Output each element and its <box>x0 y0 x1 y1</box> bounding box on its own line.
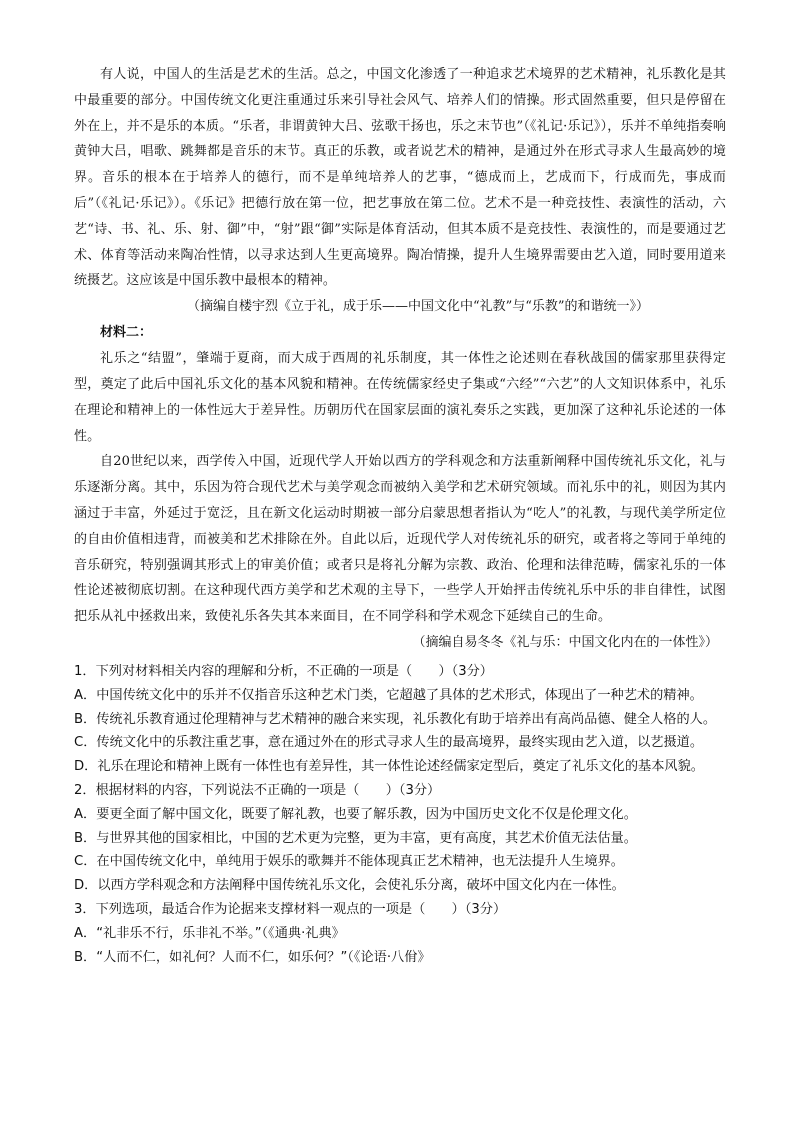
option-b: B．传统礼乐教育通过伦理精神与艺术精神的融合来实现，礼乐教化有助于培养出有高尚品德、健全人格的人。 <box>74 711 717 727</box>
question-1 <box>74 660 724 779</box>
option-c: C．传统文化中的乐教注重艺事，意在通过外在的形式寻求人生的最高境界，最终实现由艺入道，以艺摄道。 <box>74 735 704 751</box>
question-stem: 1．下列对材料相关内容的理解和分析，不正确的一项是（ ）（3分） <box>74 664 493 679</box>
material-two-paragraph-1: 礼乐之“结盟”，肇端于夏商，而大成于西周的礼乐制度，其一体性之论述则在春秋战国的儒家那里获得定型，奠定了此后中国礼乐文化的基本风貌和精神。在传统儒家经史子集或“六经”“六艺”的人文知识体系中，礼乐在理论和精神上的一体性远大于差异性。历朝历代在国家层面的演礼奏乐之实践，更加深了这种礼乐论述的一体性。 <box>74 351 726 444</box>
question-stem: 2．根据材料的内容，下列说法不正确的一项是（ ）（3分） <box>74 782 441 798</box>
option-a: A．“礼非乐不行，乐非礼不举。”（《通典·礼典》 <box>74 925 345 941</box>
option-a: A．中国传统文化中的乐并不仅指音乐这种艺术门类，它超越了具体的艺术形式，体现出了一种艺术的精神。 <box>74 687 703 703</box>
material-two-source: （摘编自易冬冬《礼与乐：中国文化内在的一体性》） <box>412 634 718 650</box>
question-3 <box>74 898 724 969</box>
option-d: D．以西方学科观念和方法阐释中国传统礼乐文化，会使礼乐分离，破坏中国文化内在一体性。 <box>74 878 625 894</box>
question-2 <box>74 779 724 898</box>
material-one <box>74 62 726 656</box>
material-one-source: （摘编自楼宇烈《立于礼，成于乐——中国文化中“礼教”与“乐教”的和谐统一》） <box>186 299 650 315</box>
material-two-paragraph-2: 自20世纪以来，西学传入中国，近现代学人开始以西方的学科观念和方法重新阐释中国传统礼乐文化，礼与乐逐渐分离。其中，乐因为符合现代艺术与美学观念而被纳入美学和艺术研究领域。而礼乐中的礼，则因为其内涵过于丰富，外延过于宽泛，且在新文化运动时期被一部分启蒙思想者指认为“吃人”的礼教，与现代美学所定位的自由价值相违背，而被美和艺术排除在外。自此以后，近现代学人对传统礼乐的研究，或者将之等同于单纯的音乐研究，特别强调其形式上的审美价值；或者只是将礼分解为宗教、政治、伦理和法律范畴，儒家礼乐的一体性论述被彻底切割。在这种现代西方美学和艺术观的主导下，一些学人开始抨击传统礼乐中乐的非自律性，试图把乐从礼中拯救出来，致使礼乐各失其本来面目，在不同学科和学术观念下延续自己的生命。 <box>74 454 726 625</box>
option-b: B．与世界其他的国家相比，中国的艺术更为完整，更为丰富，更有高度，其艺术价值无法估量。 <box>74 830 637 846</box>
option-d: D．礼乐在理论和精神上既有一体性也有差异性，其一体性论述经儒家定型后，奠定了礼乐文化的基本风貌。 <box>74 759 704 775</box>
material-one-paragraph: 有人说，中国人的生活是艺术的生活。总之，中国文化渗透了一种追求艺术境界的艺术精神，礼乐教化是其中最重要的部分。中国传统文化更注重通过乐来引导社会风气、培养人们的情操。形式固然重要，但只是停留在外在上，并不是乐的本质。“乐者，非谓黄钟大吕、弦歌干扬也，乐之末节也”（《礼记·乐记》），乐并不单纯指奏响黄钟大吕，唱歌、跳舞都是音乐的末节。真正的乐教，或者说艺术的精神，是通过外在形式寻求人生最高妙的境界。音乐的根本在于培养人的德行，而不是单纯培养人的艺事，“德成而上，艺成而下，行成而先，事成而后”（《礼记·乐记》）。《乐记》把德行放在第一位，把艺事放在第二位。艺术不是一种竞技性、表演性的活动，六艺“诗、书、礼、乐、射、御”中，“射”跟“御”实际是体育活动，但其本质不是竞技性、表演性的，而是要通过艺术、体育等活动来陶冶性情，以寻求达到人生更高境界。陶冶情操，提升人生境界需要由艺入道，同时要用道来统摄艺。这应该是中国乐教中最根本的精神。 <box>74 67 726 289</box>
material-two-label: 材料二： <box>100 325 153 341</box>
option-c: C．在中国传统文化中，单纯用于娱乐的歌舞并不能体现真正艺术精神，也无法提升人生境界。 <box>74 854 624 870</box>
question-section <box>74 660 724 969</box>
option-a: A．要更全面了解中国文化，既要了解礼教，也要了解乐教，因为中国历史文化不仅是伦理文化。 <box>74 806 637 822</box>
question-stem: 3．下列选项，最适合作为论据来支撑材料一观点的一项是（ ）（3分） <box>74 901 507 917</box>
option-b: B．“人而不仁，如礼何？人而不仁，如乐何？”（《论语·八佾》 <box>74 949 431 965</box>
